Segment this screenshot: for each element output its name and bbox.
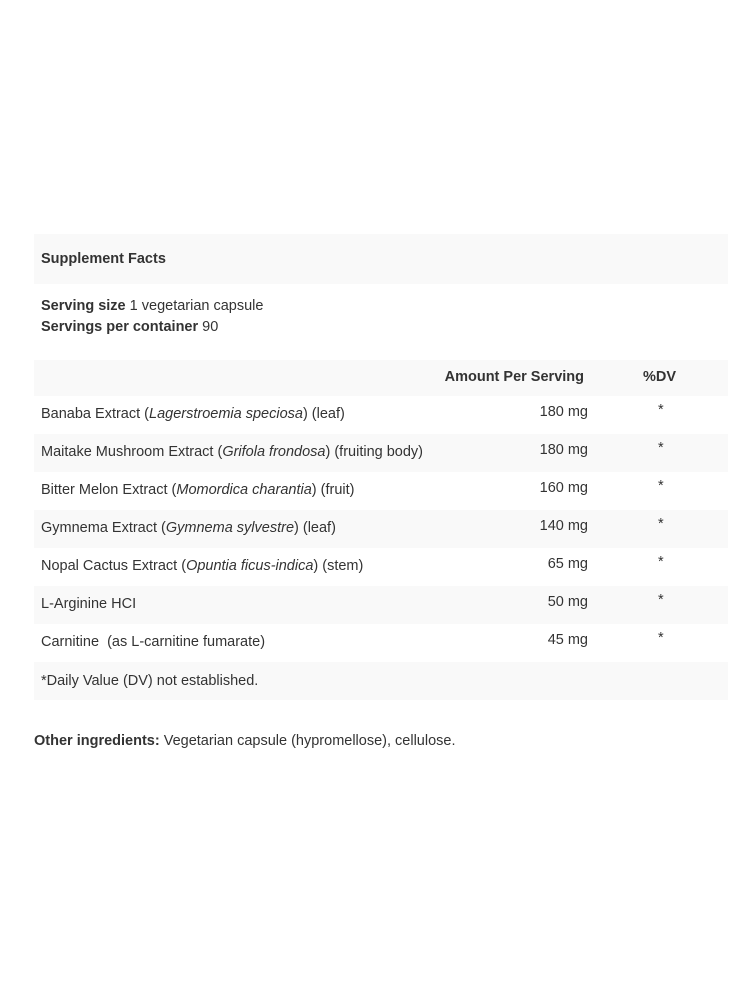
dv-footnote-text: *Daily Value (DV) not established. [41, 673, 259, 689]
servings-per-container-value: 90 [202, 319, 219, 335]
ingredient-dv: * [658, 516, 664, 532]
other-ingredients [34, 733, 456, 749]
ingredient-name: Gymnema Extract (Gymnema sylvestre) (leaf) [41, 520, 336, 536]
ingredient-name: Maitake Mushroom Extract (Grifola frondosa) (fruiting body) [41, 444, 423, 460]
ingredient-amount: 65 mg [547, 556, 588, 572]
ingredient-dv: * [658, 478, 664, 494]
table-row [34, 434, 728, 472]
servings-per-container-line [41, 317, 728, 338]
serving-size-label: Serving size [41, 298, 126, 314]
ingredient-name: Banaba Extract (Lagerstroemia speciosa) (leaf) [41, 406, 345, 422]
ingredient-amount: 45 mg [547, 632, 588, 648]
supplement-facts-panel [34, 234, 728, 700]
serving-size-line [41, 296, 728, 317]
ingredient-name: Bitter Melon Extract (Momordica charantia) (fruit) [41, 482, 355, 498]
table-row [34, 510, 728, 548]
serving-size-value: 1 vegetarian capsule [129, 298, 264, 314]
ingredient-amount: 50 mg [547, 594, 588, 610]
ingredient-dv: * [658, 554, 664, 570]
dv-header: %DV [643, 369, 677, 385]
other-ingredients-value: Vegetarian capsule (hypromellose), cellulose. [163, 733, 456, 749]
supplement-facts-title: Supplement Facts [34, 234, 728, 284]
table-row [34, 586, 728, 624]
ingredient-name: L-Arginine HCI [41, 596, 137, 612]
ingredient-amount: 180 mg [539, 404, 588, 420]
ingredient-dv: * [658, 402, 664, 418]
ingredient-name: Nopal Cactus Extract (Opuntia ficus-indica) (stem) [41, 558, 364, 574]
ingredient-dv: * [658, 630, 664, 646]
table-row [34, 548, 728, 586]
servings-per-container-label: Servings per container [41, 319, 199, 335]
ingredient-amount: 160 mg [539, 480, 588, 496]
ingredient-amount: 140 mg [539, 518, 588, 534]
amount-per-serving-header: Amount Per Serving [444, 369, 584, 385]
table-header [34, 360, 728, 396]
ingredient-dv: * [658, 592, 664, 608]
table-row [34, 624, 728, 662]
ingredient-name: Carnitine (as L-carnitine fumarate) [41, 634, 266, 650]
ingredient-dv: * [658, 440, 664, 456]
ingredient-amount: 180 mg [539, 442, 588, 458]
other-ingredients-label: Other ingredients: [34, 733, 160, 749]
table-row [34, 396, 728, 434]
table-row [34, 472, 728, 510]
serving-info [34, 284, 728, 348]
dv-footnote [34, 662, 728, 700]
